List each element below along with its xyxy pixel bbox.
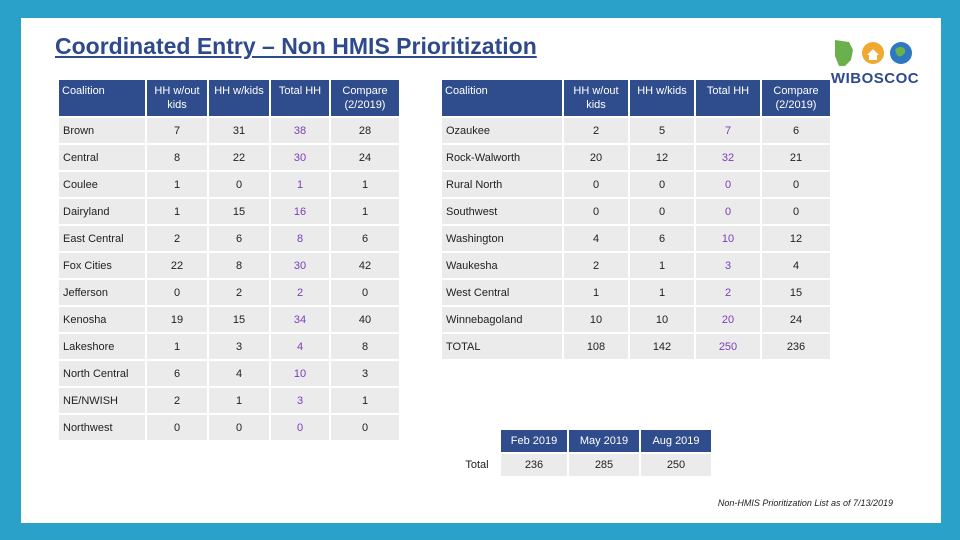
- table-row: [442, 118, 830, 143]
- table-cell: 32: [696, 145, 760, 170]
- table-cell: 24: [331, 145, 399, 170]
- table-cell: 3: [271, 388, 329, 413]
- table-cell: 12: [762, 226, 830, 251]
- table-cell: 3: [696, 253, 760, 278]
- right-column-header: Total HH: [696, 80, 760, 116]
- table-cell: 0: [762, 172, 830, 197]
- table-cell: 6: [209, 226, 269, 251]
- table-cell: 2: [147, 226, 207, 251]
- table-cell: 20: [564, 145, 628, 170]
- table-cell: 0: [209, 415, 269, 440]
- table-cell: 20: [696, 307, 760, 332]
- table-cell: 1: [147, 199, 207, 224]
- table-cell: 16: [271, 199, 329, 224]
- table-row: [59, 334, 399, 359]
- coalition-name-cell: Rock-Walworth: [442, 145, 562, 170]
- table-cell: 1: [630, 253, 694, 278]
- table-cell: 42: [331, 253, 399, 278]
- table-cell: 2: [696, 280, 760, 305]
- coalition-name-cell: Kenosha: [59, 307, 145, 332]
- page-title: Coordinated Entry – Non HMIS Prioritization: [55, 33, 537, 59]
- slide: [21, 18, 941, 523]
- table-cell: 40: [331, 307, 399, 332]
- table-cell: 1: [331, 388, 399, 413]
- table-cell: 0: [630, 199, 694, 224]
- left-column-header: HH w/kids: [209, 80, 269, 116]
- table-cell: 8: [209, 253, 269, 278]
- table-cell: 1: [331, 172, 399, 197]
- table-cell: 1: [147, 172, 207, 197]
- table-cell: 7: [696, 118, 760, 143]
- table-cell: 0: [564, 199, 628, 224]
- table-cell: 24: [762, 307, 830, 332]
- table-cell: 4: [209, 361, 269, 386]
- table-cell: 1: [630, 280, 694, 305]
- coalition-name-cell: Ozaukee: [442, 118, 562, 143]
- table-cell: 1: [331, 199, 399, 224]
- table-cell: 0: [147, 415, 207, 440]
- right-column-header: HH w/out kids: [564, 80, 628, 116]
- coalition-name-cell: Northwest: [59, 415, 145, 440]
- table-cell: 142: [630, 334, 694, 359]
- table-row: [59, 118, 399, 143]
- left-column-header: Total HH: [271, 80, 329, 116]
- table-row: [442, 334, 830, 359]
- table-row: [442, 199, 830, 224]
- coalition-name-cell: Southwest: [442, 199, 562, 224]
- coalition-name-cell: North Central: [59, 361, 145, 386]
- table-row: [59, 145, 399, 170]
- footnote: Non-HMIS Prioritization List as of 7/13/2019: [717, 498, 893, 508]
- table-cell: 31: [209, 118, 269, 143]
- table-row: [442, 226, 830, 251]
- coalition-name-cell: Fox Cities: [59, 253, 145, 278]
- table-cell: 0: [696, 172, 760, 197]
- coalition-name-cell: Central: [59, 145, 145, 170]
- table-cell: 0: [331, 280, 399, 305]
- table-cell: 0: [209, 172, 269, 197]
- table-cell: 2: [564, 118, 628, 143]
- wiboscoc-logo: [827, 36, 923, 92]
- table-row: [59, 172, 399, 197]
- coalition-table-right: [440, 78, 832, 361]
- table-row: [59, 199, 399, 224]
- logo-icon: [827, 36, 923, 70]
- coalition-name-cell: Lakeshore: [59, 334, 145, 359]
- table-row: [442, 145, 830, 170]
- summary-cell: 236: [501, 454, 567, 476]
- table-cell: 0: [147, 280, 207, 305]
- summary-row: [455, 454, 711, 476]
- coalition-name-cell: Brown: [59, 118, 145, 143]
- summary-row-label: Total: [455, 454, 499, 476]
- table-cell: 30: [271, 145, 329, 170]
- table-cell: 6: [630, 226, 694, 251]
- left-column-header: Coalition: [59, 80, 145, 116]
- table-row: [59, 415, 399, 440]
- table-cell: 4: [762, 253, 830, 278]
- summary-table: [453, 428, 713, 478]
- table-cell: 250: [696, 334, 760, 359]
- coalition-name-cell: Rural North: [442, 172, 562, 197]
- summary-corner: [455, 430, 499, 452]
- table-cell: 8: [147, 145, 207, 170]
- table-cell: 15: [209, 307, 269, 332]
- table-row: [442, 172, 830, 197]
- table-cell: 1: [209, 388, 269, 413]
- table-cell: 22: [209, 145, 269, 170]
- summary-header: Feb 2019: [501, 430, 567, 452]
- table-cell: 0: [271, 415, 329, 440]
- table-row: [59, 280, 399, 305]
- table-cell: 3: [331, 361, 399, 386]
- table-cell: 0: [564, 172, 628, 197]
- right-column-header: Coalition: [442, 80, 562, 116]
- table-cell: 8: [331, 334, 399, 359]
- table-cell: 38: [271, 118, 329, 143]
- table-cell: 7: [147, 118, 207, 143]
- table-cell: 10: [630, 307, 694, 332]
- table-cell: 34: [271, 307, 329, 332]
- table-cell: 28: [331, 118, 399, 143]
- table-cell: 6: [331, 226, 399, 251]
- table-row: [442, 307, 830, 332]
- coalition-name-cell: NE/NWISH: [59, 388, 145, 413]
- table-cell: 3: [209, 334, 269, 359]
- coalition-name-cell: Waukesha: [442, 253, 562, 278]
- table-cell: 10: [564, 307, 628, 332]
- table-cell: 1: [271, 172, 329, 197]
- table-cell: 5: [630, 118, 694, 143]
- coalition-name-cell: Jefferson: [59, 280, 145, 305]
- table-cell: 22: [147, 253, 207, 278]
- table-cell: 21: [762, 145, 830, 170]
- logo-text: WIBOSCOC: [830, 70, 920, 87]
- coalition-name-cell: West Central: [442, 280, 562, 305]
- left-column-header: HH w/out kids: [147, 80, 207, 116]
- coalition-name-cell: Coulee: [59, 172, 145, 197]
- table-cell: 4: [271, 334, 329, 359]
- table-row: [59, 226, 399, 251]
- table-cell: 12: [630, 145, 694, 170]
- table-cell: 0: [630, 172, 694, 197]
- summary-cell: 285: [569, 454, 639, 476]
- coalition-name-cell: Dairyland: [59, 199, 145, 224]
- table-cell: 236: [762, 334, 830, 359]
- right-column-header: Compare (2/2019): [762, 80, 830, 116]
- right-column-header: HH w/kids: [630, 80, 694, 116]
- coalition-name-cell: Washington: [442, 226, 562, 251]
- table-row: [59, 307, 399, 332]
- coalition-name-cell: TOTAL: [442, 334, 562, 359]
- table-cell: 15: [762, 280, 830, 305]
- table-cell: 30: [271, 253, 329, 278]
- coalition-name-cell: East Central: [59, 226, 145, 251]
- table-cell: 0: [762, 199, 830, 224]
- table-cell: 19: [147, 307, 207, 332]
- table-cell: 4: [564, 226, 628, 251]
- table-cell: 10: [696, 226, 760, 251]
- table-cell: 1: [147, 334, 207, 359]
- table-cell: 6: [147, 361, 207, 386]
- coalition-name-cell: Winnebagoland: [442, 307, 562, 332]
- table-cell: 1: [564, 280, 628, 305]
- table-cell: 0: [331, 415, 399, 440]
- left-column-header: Compare (2/2019): [331, 80, 399, 116]
- table-cell: 15: [209, 199, 269, 224]
- table-row: [59, 253, 399, 278]
- summary-header: Aug 2019: [641, 430, 711, 452]
- summary-cell: 250: [641, 454, 711, 476]
- table-row: [59, 361, 399, 386]
- table-cell: 2: [271, 280, 329, 305]
- table-cell: 8: [271, 226, 329, 251]
- table-cell: 2: [564, 253, 628, 278]
- table-row: [442, 253, 830, 278]
- summary-header: May 2019: [569, 430, 639, 452]
- table-cell: 2: [209, 280, 269, 305]
- table-cell: 6: [762, 118, 830, 143]
- table-cell: 0: [696, 199, 760, 224]
- table-cell: 108: [564, 334, 628, 359]
- table-row: [59, 388, 399, 413]
- table-cell: 10: [271, 361, 329, 386]
- table-cell: 2: [147, 388, 207, 413]
- coalition-table-left: [57, 78, 401, 442]
- table-row: [442, 280, 830, 305]
